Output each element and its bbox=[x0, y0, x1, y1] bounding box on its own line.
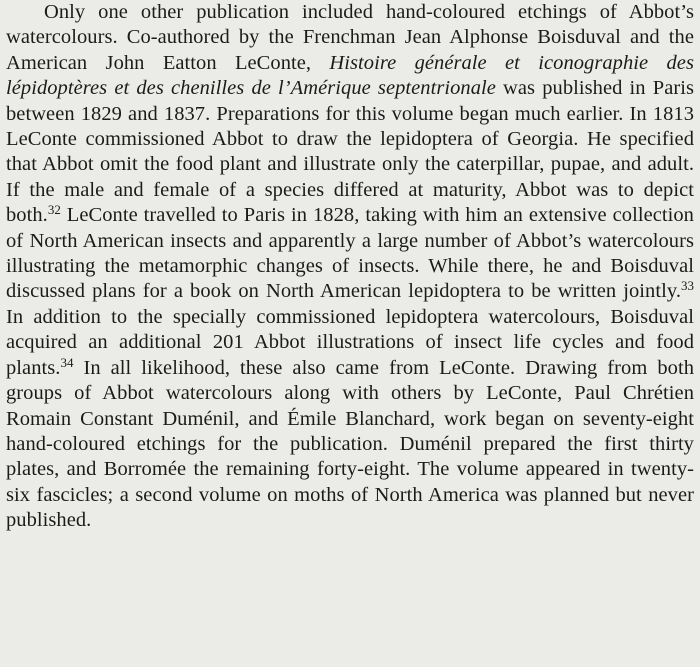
book-title-italic: Histoire générale et iconographie des lépidoptères et des chenilles de l’Amérique septentrionale bbox=[6, 51, 694, 100]
text-segment-5: In all likelihood, these also came from LeConte. Drawing from both groups of Abbot watercolours along with others by LeConte, Paul Chrétien Romain Constant Duménil, and Émile Blanchard, work began on seventy-eight hand-coloured etchings for the publication. Duménil prepared the first thirty plates, and Borromée the remaining forty-eight. The volume appeared in twenty-six fascicles; a second volume on moths of North America was planned but never published. bbox=[6, 356, 694, 532]
footnote-marker-34: 34 bbox=[60, 354, 74, 370]
text-segment-1: Only one other publication included hand-coloured etchings of Abbot’s watercolours. Co-authored by the Frenchman Jean Alphonse Boisduval and the American John Eatton LeConte, bbox=[6, 1, 694, 74]
text-segment-3: LeConte travelled to Paris in 1828, taking with him an extensive collection of North American insects and apparently a large number of Abbot’s watercolours illustrating the metamorphic changes of insects. While there, he and Boisduval discussed plans for a book on North American lepidoptera to be written jointly. bbox=[6, 204, 694, 303]
text-segment-2: was published in Paris between 1829 and 1837. Preparations for this volume began much earlier. In 1813 LeConte commissioned Abbot to draw the lepidoptera of Georgia. He specified that Abbot omit the food plant and illustrate only the caterpillar, pupae, and adult. If the male and female of a species differed at maturity, Abbot was to depict both. bbox=[6, 77, 694, 227]
footnote-marker-33: 33 bbox=[681, 278, 694, 294]
text-segment-4: In addition to the specially commissioned lepidoptera watercolours, Boisduval acquired an additional 201 Abbot illustrations of insect life cycles and food plants. bbox=[6, 305, 694, 379]
footnote-marker-32: 32 bbox=[47, 202, 61, 218]
body-paragraph bbox=[6, 0, 694, 534]
